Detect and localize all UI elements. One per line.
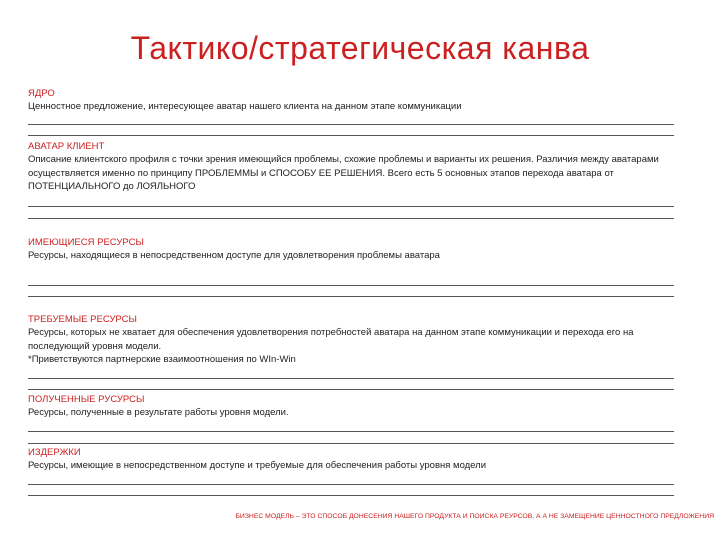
section-text: Ресурсы, полученные в результате работы уровня модели. bbox=[28, 407, 289, 418]
section-heading: ТРЕБУЕМЫЕ РЕСУРСЫ bbox=[28, 314, 137, 325]
section-text: Описание клиентского профиля с точки зрения имеющийся проблемы, схожие проблемы и варианты их решения. Различия между аватарами осуществляется именно по принципу ПРОБЛЕММЫ и СПОСОБУ ЕЕ РЕШЕНИЯ. Всего есть 5 основных этапов перехода аватара от ПОТЕНЦИАЛЬНОГО до ЛОЯЛЬНОГО bbox=[28, 154, 659, 192]
section-costs bbox=[28, 446, 674, 473]
fill-line bbox=[28, 443, 674, 444]
section-heading: ИМЕЮЩИЕСЯ РЕСУРСЫ bbox=[28, 237, 144, 248]
footer-note: БИЗНЕС МОДЕЛЬ – ЭТО СПОСОБ ДОНЕСЕНИЯ НАШЕГО ПРОДУКТА И ПОИСКА РЕУРСОВ, А А НЕ ЗАМЕЩЕНИЕ ЦЕННОСТНОГО ПРЕДЛОЖЕНИЯ bbox=[235, 513, 714, 520]
fill-line bbox=[28, 206, 674, 207]
fill-line bbox=[28, 378, 674, 379]
section-obtained-resources bbox=[28, 393, 674, 420]
section-available-resources bbox=[28, 236, 674, 263]
section-text: Ресурсы, которых не хватает для обеспечения удовлетворения потребностей аватара на данном этапе коммуникации и перехода его на последующий уровня модели. bbox=[28, 327, 634, 352]
section-avatar bbox=[28, 140, 674, 194]
fill-line bbox=[28, 495, 674, 496]
fill-line bbox=[28, 296, 674, 297]
fill-line bbox=[28, 135, 674, 136]
section-heading: ЯДРО bbox=[28, 88, 55, 99]
section-heading: ПОЛУЧЕННЫЕ РУСУРСЫ bbox=[28, 394, 145, 405]
page-title: Тактико/стратегическая канва bbox=[130, 30, 590, 66]
fill-line bbox=[28, 484, 674, 485]
section-required-resources bbox=[28, 313, 674, 367]
section-heading: АВАТАР КЛИЕНТ bbox=[28, 141, 105, 152]
fill-line bbox=[28, 218, 674, 219]
section-note: *Приветствуются партнерские взаимоотношения по WIn-Win bbox=[28, 354, 296, 365]
fill-line bbox=[28, 389, 674, 390]
fill-line bbox=[28, 124, 674, 125]
section-text: Ресурсы, имеющие в непосредственном доступе и требуемые для обеспечения работы уровня модели bbox=[28, 460, 487, 471]
section-text: Ресурсы, находящиеся в непосредственном доступе для удовлетворения проблемы аватара bbox=[28, 250, 440, 261]
section-text: Ценностное предложение, интересующее аватар нашего клиента на данном этапе коммуникации bbox=[28, 101, 462, 112]
fill-line bbox=[28, 285, 674, 286]
section-core bbox=[28, 87, 674, 114]
fill-line bbox=[28, 431, 674, 432]
section-heading: ИЗДЕРЖКИ bbox=[28, 447, 81, 458]
